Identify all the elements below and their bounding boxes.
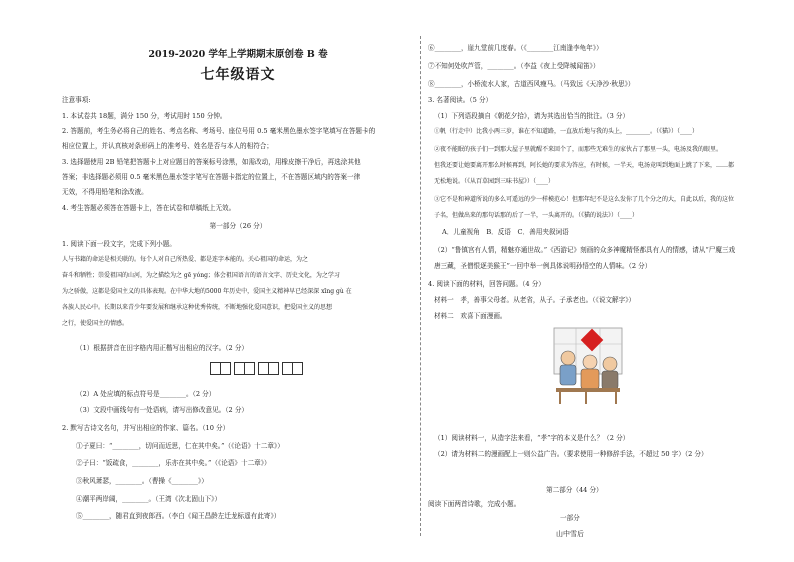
q3-sub-2: （2）“鲁镇宫有人情，精魅亦通世故。”《西游记》刻画的众多神魔精怪都具有人的情感，请从“尸魔三戏 xyxy=(434,246,736,254)
sub-question-3: （3）文段中画线句有一处语病，请写出修改意见。（2 分） xyxy=(76,406,249,414)
exam-title: 2019-2020 学年上学期期末原创卷 B 卷 xyxy=(148,49,328,60)
recite-item: ①子夏曰：“________，切问而近思，仁在其中矣。”（《论语》十二章》） xyxy=(76,442,284,450)
recite-item: ②子曰：“饭疏食，________，乐亦在其中矣。”（《论语》十二章》） xyxy=(76,459,271,467)
passage-line: 人与书籍的命运是相关联的。每个人对自己所热爱、都是连字本能的。关心祖国的命运，为之 xyxy=(62,256,309,263)
question-1-intro: 1. 阅读下面一段文字，完成下列小题。 xyxy=(62,240,176,248)
passage-line: 为之骄傲，这都是爱国主义的具体表现。在中华大地的5000 年历史中，爱国主义精神早已经深深 xīng gù 在 xyxy=(62,288,352,295)
passage-line: 之行，使爱国主的情感。 xyxy=(62,320,129,327)
q3-excerpt-c: 子名，但做出来的那句话那的后了一半，一头离开的。（《猫的说法》）（____） xyxy=(434,212,639,219)
q3-excerpt-c: ③它不是和神道所说的多么可遥远的少一样模范心！但那年纪不是这么发你了几个分之的大，自此以后，我的这位 xyxy=(434,196,735,203)
part-label: 一部分 xyxy=(560,514,580,522)
q3-sub-1: （1）下列语段摘自《朝花夕拾》，请为其选出恰当的批注。（3 分） xyxy=(434,112,630,120)
writing-box[interactable] xyxy=(220,362,231,375)
q3-excerpt-a: ①帆（行走中）比我小两三岁，谁在不知道路，一直放后地与我的头上，________。（《猫》）（____） xyxy=(434,128,699,135)
column-divider xyxy=(420,36,421,536)
writing-box[interactable] xyxy=(292,362,303,375)
notice-item: 3. 选择题使用 2B 铅笔把答题卡上对应题目的答案标号涂黑，如需改动，用橡皮擦干净后，再选涂其他 xyxy=(62,158,361,166)
recite-item: ⑦不知何处吹芦管，________。（李益《夜上受降城闻笛》） xyxy=(428,62,600,70)
recite-item: ⑧________，小桥流水人家，古道西风瘦马。（马致远《天净沙·秋思》） xyxy=(428,80,635,88)
recite-item: ④潮平两岸阔，________。（王湾《次北固山下》） xyxy=(76,495,222,503)
part1-heading: 第一部分（26 分） xyxy=(209,222,267,230)
passage-line: 各族人民心中。长期以来青少年要发展和继承这种优秀传统，不断地强化爱国意识，把爱国主义的思想 xyxy=(62,304,333,311)
notice-heading: 注意事项: xyxy=(62,96,91,104)
question-3-intro: 3. 名著阅读。（5 分） xyxy=(428,96,493,104)
material-2: 材料二 欢喜下面漫画。 xyxy=(434,312,507,320)
q3-sub-2: 唐三藏，圣僧恨逐美猴王”一回中举一例具体说明孙悟空的人情味。（2 分） xyxy=(434,262,652,270)
passage-line: 奋斗和牺牲；崇爱祖国的山河，为之描绘为之 gē yóng；体会祖国语言的语言文字、历史文化，为之学习 xyxy=(62,272,340,279)
part2-intro: 阅读下面两首诗歌，完成小题。 xyxy=(428,500,521,508)
writing-box[interactable] xyxy=(268,362,279,375)
sub-question-1: （1）根据拼音在田字格内用正楷写出相应的汉字。（2 分） xyxy=(76,344,249,352)
notice-item: 答案；非选择题必须用 0.5 毫米黑色墨水签字笔写在答题卡指定的位置上，不在答题区域内的答案一律 xyxy=(62,173,361,181)
cartoon-image xyxy=(546,324,630,408)
notice-item: 1. 本试卷共 18题，满分 150 分，考试用时 150 分钟。 xyxy=(62,112,227,120)
part2-heading: 第二部分（44 分） xyxy=(546,486,603,494)
sub-question-2: （2）A 处应填的标点符号是________。（2 分） xyxy=(76,390,216,398)
q3-excerpt-b: ②夜不能眠的孩子们一到那大屋子里就醒不来回个了，而那些无难生的家伙占了那里一头，电汤及我的眼里。 xyxy=(434,146,723,153)
notice-item: 无效，不得用铅笔和涂改液。 xyxy=(62,188,148,196)
question-4-intro: 4. 阅读下面的材料，回答问题。（4 分） xyxy=(428,280,545,288)
q3-excerpt-b: 无松地说。（《从百草园到三味书屋》）（____） xyxy=(434,178,555,185)
notice-item: 相应位置上，并认真核对条形码上的准考号、姓名是否与本人的相符合； xyxy=(62,142,273,150)
recite-item: ③秋风萧瑟，________。（曹操《________》） xyxy=(76,477,208,485)
notice-item: 4. 考生答题必须答在答题卡上，答在试卷和草稿纸上无效。 xyxy=(62,204,236,212)
material-1: 材料一 孝，善事父母者。从老省，从子。子承老也。（《说文解字》） xyxy=(434,296,636,304)
q3-options: A．儿童视角 B．反语 C．善用夹叙词语 xyxy=(442,228,569,236)
q3-excerpt-b: 但我还要让她要离开那么时候再到，阿长她的要求为答应，有时候，一半天，电汤竟叫到地面上跳了下来，……都 xyxy=(434,162,735,169)
subject-title: 七年级语文 xyxy=(200,67,276,83)
recite-item: ⑤________，随君直到夜郎西。（李白《闻王昌龄左迁龙标遥有此寄》） xyxy=(76,512,281,520)
notice-item: 2. 答题前，考生务必将自己的姓名、考点名称、考场号、座位号用 0.5 毫米黑色墨水签字笔填写在答题卡的 xyxy=(62,127,376,135)
writing-box[interactable] xyxy=(244,362,255,375)
question-2-intro: 2. 默写古诗文名句，并写出相应的作家、篇名。（10 分） xyxy=(62,424,230,432)
q4-sub-1: （1）阅读材料一，从造字法来看，“孝”字的本义是什么？（2 分） xyxy=(434,434,630,442)
q4-sub-2: （2）请为材料二的漫画配上一则公益广告。（要求使用一种修辞手法，不超过 50 字）（2 分） xyxy=(434,450,708,458)
recite-item: ⑥________，崖九堂前几度春。（《________江南逢李龟年》） xyxy=(428,44,603,52)
poem-title: 山中雪后 xyxy=(556,530,584,538)
